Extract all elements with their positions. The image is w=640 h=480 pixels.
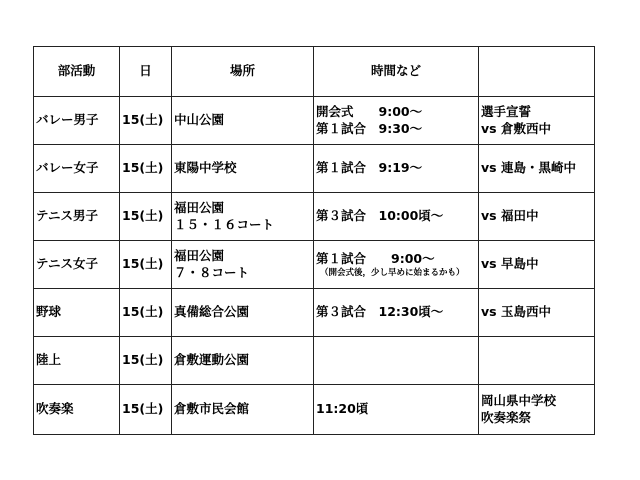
- remark-cell: [479, 241, 595, 289]
- club-name: テニス男子: [36, 208, 99, 224]
- remark-line: vs 福田中: [481, 208, 539, 224]
- club-cell: [34, 337, 120, 385]
- club-name: テニス女子: [36, 256, 99, 272]
- place-line: 倉敷市民会館: [174, 401, 250, 417]
- remark-line: vs 玉島西中: [481, 304, 551, 320]
- time-line: 第３試合 10:00頃～: [316, 208, 444, 224]
- date-value: 15(土): [122, 112, 164, 128]
- time-line: 開会式 9:00～: [316, 103, 423, 119]
- remark-line: vs 早島中: [481, 256, 539, 272]
- club-name: 吹奏楽: [36, 401, 74, 417]
- table-row: [34, 289, 595, 337]
- club-cell: [34, 97, 120, 145]
- club-cell: [34, 193, 120, 241]
- place-line: 福田公園: [174, 247, 225, 263]
- header-club: 部活動: [34, 47, 120, 97]
- date-cell: [120, 385, 172, 435]
- club-cell: [34, 241, 120, 289]
- remark-cell: [479, 289, 595, 337]
- remark-line: 岡山県中学校: [481, 392, 557, 408]
- place-line: 福田公園: [174, 199, 225, 215]
- place-line: 倉敷運動公園: [174, 352, 250, 368]
- place-line: ７・８コート: [174, 264, 250, 280]
- time-cell: [314, 289, 479, 337]
- remark-cell: [479, 385, 595, 435]
- time-line: 第１試合 9:30～: [316, 120, 423, 136]
- time-cell: [314, 193, 479, 241]
- club-cell: [34, 145, 120, 193]
- header-date: 日: [120, 47, 172, 97]
- date-cell: [120, 289, 172, 337]
- table-row: [34, 385, 595, 435]
- remark-line: 選手宣誓: [481, 103, 532, 119]
- place-cell: [172, 241, 314, 289]
- schedule-table: [33, 46, 595, 435]
- time-cell: [314, 241, 479, 289]
- date-cell: [120, 241, 172, 289]
- time-cell: [314, 145, 479, 193]
- header-time: 時間など: [314, 47, 479, 97]
- table-row: [34, 241, 595, 289]
- remark-line: vs 倉敷西中: [481, 120, 551, 136]
- time-line: 第３試合 12:30頃～: [316, 304, 444, 320]
- time-line: 11:20頃: [316, 401, 369, 417]
- time-line: 第１試合 9:19～: [316, 160, 423, 176]
- table-body: [34, 97, 595, 435]
- remark-cell: [479, 97, 595, 145]
- place-cell: [172, 145, 314, 193]
- table-row: [34, 193, 595, 241]
- date-cell: [120, 337, 172, 385]
- date-value: 15(土): [122, 160, 164, 176]
- club-cell: [34, 385, 120, 435]
- header-place: 場所: [172, 47, 314, 97]
- time-cell: [314, 385, 479, 435]
- table-row: [34, 145, 595, 193]
- club-cell: [34, 289, 120, 337]
- club-name: バレー男子: [36, 112, 99, 128]
- time-cell: [314, 97, 479, 145]
- remark-cell: [479, 337, 595, 385]
- table-header-row: [34, 47, 595, 97]
- date-cell: [120, 193, 172, 241]
- club-name: 陸上: [36, 352, 62, 368]
- place-line: １５・１６コート: [174, 216, 275, 232]
- club-name: バレー女子: [36, 160, 99, 176]
- date-cell: [120, 97, 172, 145]
- remark-cell: [479, 145, 595, 193]
- date-value: 15(土): [122, 208, 164, 224]
- date-value: 15(土): [122, 401, 164, 417]
- place-line: 真備総合公園: [174, 304, 250, 320]
- time-note: （開会式後，少し早めに始まるかも）: [320, 267, 465, 278]
- club-name: 野球: [36, 304, 62, 320]
- date-value: 15(土): [122, 352, 164, 368]
- remark-line: 吹奏楽祭: [481, 409, 532, 425]
- place-cell: [172, 385, 314, 435]
- place-cell: [172, 289, 314, 337]
- date-value: 15(土): [122, 304, 164, 320]
- table-row: [34, 97, 595, 145]
- time-line: 第１試合 9:00～: [316, 250, 435, 266]
- place-line: 中山公園: [174, 112, 225, 128]
- date-cell: [120, 145, 172, 193]
- place-line: 東陽中学校: [174, 160, 237, 176]
- remark-cell: [479, 193, 595, 241]
- time-cell: [314, 337, 479, 385]
- table-row: [34, 337, 595, 385]
- place-cell: [172, 337, 314, 385]
- date-value: 15(土): [122, 256, 164, 272]
- place-cell: [172, 97, 314, 145]
- place-cell: [172, 193, 314, 241]
- header-remark: [479, 47, 595, 97]
- remark-line: vs 連島・黒崎中: [481, 160, 576, 176]
